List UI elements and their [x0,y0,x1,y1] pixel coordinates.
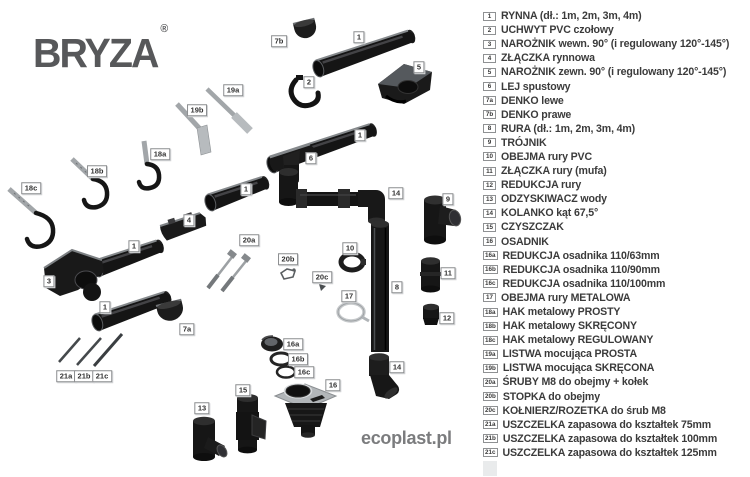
legend-item-number: 20c [485,407,496,415]
part-label-14: 14 [389,361,404,373]
legend-item-label: OBEJMA rury METALOWA [501,291,631,304]
legend-item-number: 19a [485,350,496,358]
legend-row-18b [483,319,729,333]
part-label-1: 1 [240,183,251,195]
part-label-21b: 21b [74,370,94,382]
legend-item-number: 16b [485,266,496,274]
brand-name: BRYZA [33,30,158,76]
part-redukcja-rury-12 [423,304,439,325]
legend-item-label: REDUKCJA rury [501,179,582,192]
part-uszczelki-21 [59,334,122,366]
legend-item-number: 6 [483,82,496,91]
part-label-1: 1 [353,31,364,43]
legend-row-14 [483,206,729,220]
legend-row-17 [483,291,729,305]
legend-item-label: DENKO prawe [501,108,572,121]
part-label-19a: 19a [223,84,243,96]
part-label-5: 5 [413,61,424,73]
legend-item-number: 21a [485,421,496,429]
legend-item-number: 16c [485,280,496,288]
legend-row-18a [483,305,729,319]
part-label-17: 17 [341,290,356,302]
legend-item-label: UCHWYT PVC czołowy [501,24,614,37]
parts-legend [483,9,729,476]
legend-item-number: 14 [483,209,496,218]
legend-item-label: NAROŻNIK wewn. 90° (i regulowany 120°-145°) [501,38,730,51]
part-obejma-pvc-10 [341,254,366,270]
legend-row-16 [483,235,729,249]
legend-item-number: 20a [485,378,496,386]
part-label-7b: 7b [271,35,287,47]
legend-item-label: HAK metalowy REGULOWANY [502,334,654,347]
part-label-8: 8 [391,281,402,293]
legend-item-number: 7b [483,110,496,119]
legend-item-label: TRÓJNIK [501,136,547,149]
legend-row-20b [483,390,729,404]
legend-item-number: 18b [485,322,496,330]
legend-item-number: 1 [483,12,496,21]
part-label-1: 1 [99,301,110,313]
part-label-20b: 20b [278,253,298,265]
legend-item-number: 11 [483,167,496,176]
part-label-7a: 7a [179,323,194,335]
part-label-16: 16 [325,379,340,391]
part-stopka-20b [281,268,296,279]
legend-row-12 [483,178,729,192]
part-label-1: 1 [354,129,365,141]
part-label-9: 9 [442,193,453,205]
legend-item-label: NAROŻNIK zewn. 90° (i regulowany 120°-145°) [501,66,727,79]
legend-row-21a [483,418,729,432]
legend-item-label: USZCZELKA zapasowa do kształtek 100mm [502,432,718,445]
legend-row-2 [483,23,729,37]
part-czyszczak-15 [236,394,266,453]
part-sruby-m8-20a [208,249,251,291]
legend-row-9 [483,136,729,150]
legend-item-label: REDUKCJA osadnika 110/90mm [502,263,660,276]
legend-item-number: 12 [483,181,496,190]
legend-item-label: ODZYSKIWACZ wody [501,193,607,206]
part-label-18c: 18c [21,182,41,194]
legend-item-label: STOPKA do obejmy [502,390,600,403]
legend-item-number: 21b [485,435,496,443]
part-label-20a: 20a [239,234,259,246]
legend-row-21c [483,446,729,460]
legend-row-21b [483,432,729,446]
legend-row-19a [483,347,729,361]
registered-mark: ® [160,23,169,36]
legend-row-19b [483,361,729,375]
legend-item-label: CZYSZCZAK [501,221,564,234]
legend-row-16a [483,249,729,263]
part-denko-prawe-7b [293,18,319,41]
legend-item-number: 7a [483,96,496,105]
legend-row-1 [483,9,729,23]
part-label-16c: 16c [294,366,314,378]
legend-item-label: RURA (dł.: 1m, 2m, 3m, 4m) [501,122,636,135]
part-label-20c: 20c [312,271,332,283]
legend-item-number: 16a [485,252,496,260]
legend-item-label: KOŁNIERZ/ROZETKA do śrub M8 [502,404,666,417]
website-watermark: ecoplast.pl [361,428,452,448]
legend-item-label: ŚRUBY M8 do obejmy + kołek [502,376,649,389]
legend-item-label: ZŁĄCZKA rury (mufa) [501,165,607,178]
part-rynna-1-mid-left [203,175,272,212]
legend-row-4 [483,51,729,65]
part-label-1: 1 [128,240,139,252]
legend-item-number: 19b [485,364,496,372]
part-label-11: 11 [441,267,456,279]
part-label-19b: 19b [187,104,207,116]
legend-row-16b [483,263,729,277]
part-label-6: 6 [305,152,316,164]
part-label-4: 4 [183,214,194,226]
legend-item-number: 9 [483,138,496,147]
legend-item-label: RYNNA (dł.: 1m, 2m, 3m, 4m) [501,10,642,23]
legend-row-5 [483,65,729,79]
part-label-2: 2 [303,76,314,88]
part-label-3: 3 [43,275,54,287]
part-redukcja-osadnika-16c [277,367,295,378]
legend-item-number: 4 [483,54,496,63]
legend-row-20a [483,375,729,389]
part-osadnik-16 [275,384,336,438]
part-label-18a: 18a [150,148,170,160]
legend-item-number: 17 [483,293,496,302]
legend-item-label: OBEJMA rury PVC [501,150,592,163]
part-label-16a: 16a [283,338,303,350]
part-label-21a: 21a [56,370,76,382]
legend-item-number: 2 [483,26,496,35]
legend-item-label: HAK metalowy SKRĘCONY [502,320,637,333]
part-label-12: 12 [439,312,454,324]
part-label-10: 10 [342,242,357,254]
legend-item-label: LEJ spustowy [501,80,571,93]
legend-row-3 [483,37,729,51]
legend-item-label: OSADNIK [501,235,549,248]
legend-row-6 [483,79,729,93]
part-rura-8 [371,220,389,352]
legend-row-8 [483,122,729,136]
legend-item-number: 21c [485,449,496,457]
part-kolanko-assembly-14-top [279,168,385,225]
legend-item-label: LISTWA mocująca SKRĘCONA [502,362,655,375]
part-hak-regulowany-18c [9,189,53,247]
part-label-13: 13 [194,402,209,414]
legend-row-13 [483,192,729,206]
legend-item-label: HAK metalowy PROSTY [502,306,621,319]
legend-item-number: 3 [483,40,496,49]
legend-item-number: 5 [483,68,496,77]
legend-item-number: 8 [483,124,496,133]
legend-item-number: 15 [483,223,496,232]
part-label-15: 15 [235,384,250,396]
legend-item-label: ZŁĄCZKA rynnowa [501,52,595,65]
legend-row-18c [483,333,729,347]
legend-item-label: REDUKCJA osadnika 110/63mm [502,249,660,262]
legend-row-7b [483,108,729,122]
part-label-21c: 21c [92,370,112,382]
legend-empty-box [483,461,497,476]
legend-item-label: USZCZELKA zapasowa do kształtek 75mm [502,418,712,431]
legend-item-label: DENKO lewe [501,94,564,107]
legend-item-label: USZCZELKA zapasowa do kształtek 125mm [502,446,717,459]
legend-row-10 [483,150,729,164]
part-label-16b: 16b [288,353,308,365]
legend-item-label: REDUKCJA osadnika 110/100mm [502,277,666,290]
part-label-14: 14 [388,187,403,199]
legend-item-label: KOLANKO kąt 67,5° [501,207,599,220]
legend-row-7a [483,94,729,108]
legend-item-number: 18c [485,336,496,344]
legend-item-number: 20b [485,393,496,401]
legend-row-16c [483,277,729,291]
legend-item-number: 13 [483,195,496,204]
part-odzyskiwacz-13 [193,417,229,461]
part-redukcja-osadnika-16a [261,336,283,352]
part-obejma-metalowa-17 [338,303,369,321]
legend-item-number: 10 [483,152,496,161]
legend-row-11 [483,164,729,178]
legend-item-number: 18a [485,308,496,316]
legend-item-label: LISTWA mocująca PROSTA [502,348,637,361]
part-zlaczka-rury-11 [420,257,441,292]
legend-row-15 [483,220,729,234]
part-rozetka-20c [319,284,326,291]
legend-item-number: 16 [483,237,496,246]
part-label-18b: 18b [87,165,107,177]
legend-row-20c [483,404,729,418]
